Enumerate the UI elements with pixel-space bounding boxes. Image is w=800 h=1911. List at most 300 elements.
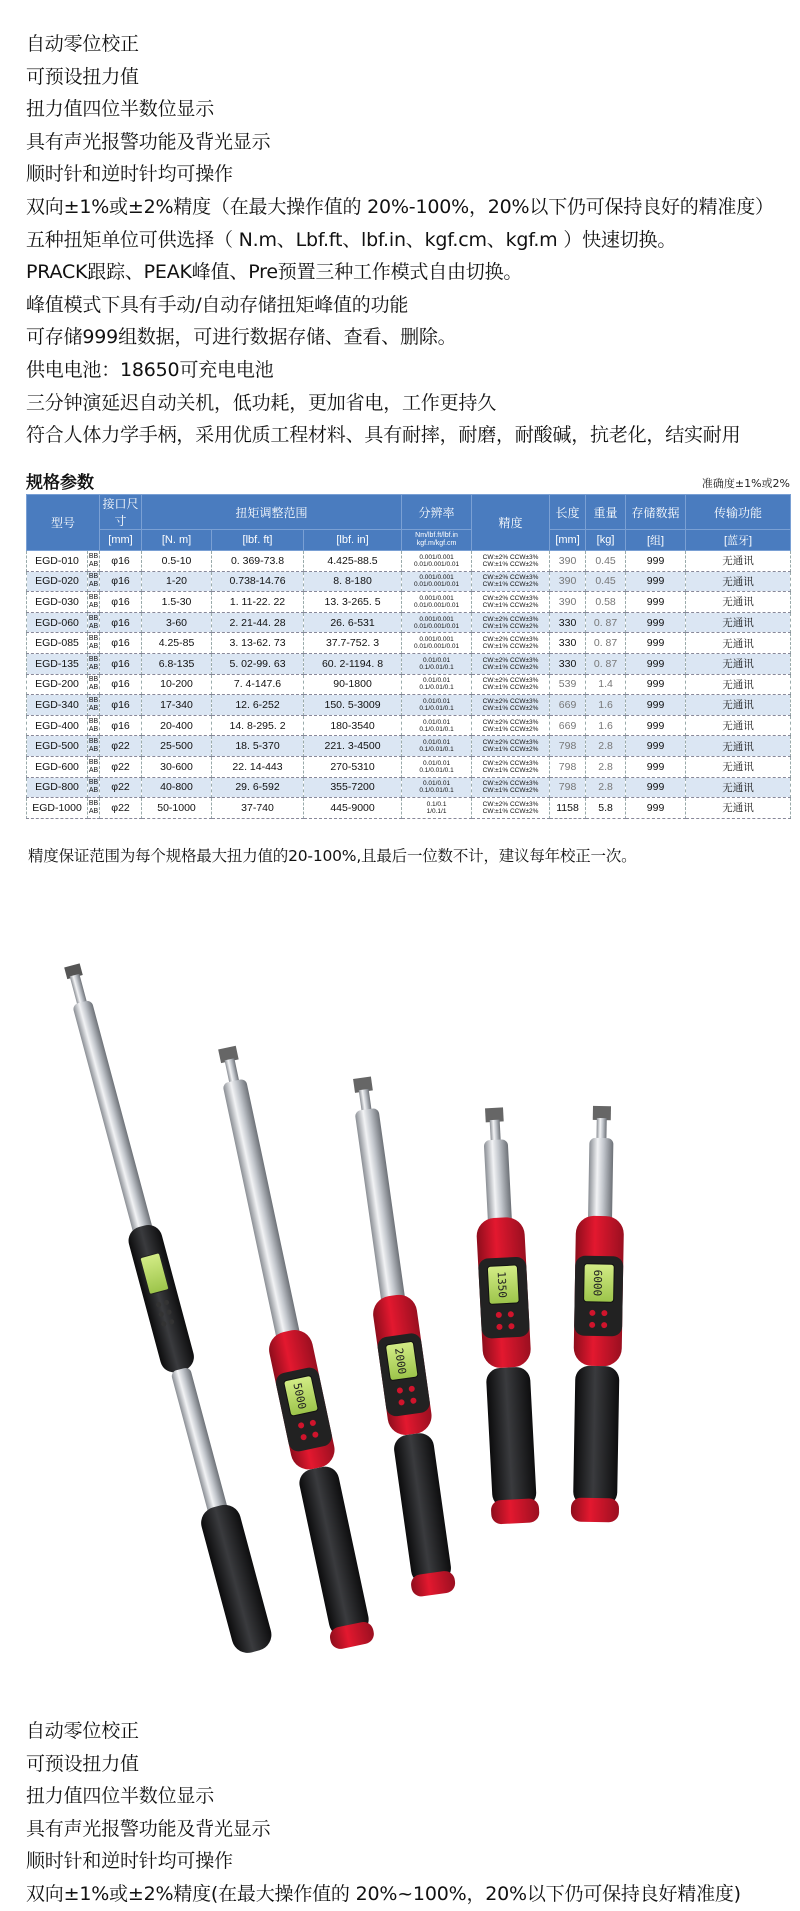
precision-cell-line: CW:±1% CCW±2% xyxy=(482,601,539,609)
precision-cell-line: CW:±2% CCW±3% xyxy=(482,636,539,644)
unit-length: [mm] xyxy=(550,530,586,551)
range-lbfin-cell: 26. 6-531 xyxy=(304,612,402,633)
resolution-cell-line: 0.1/0.01/0.1 xyxy=(419,746,454,754)
unit-transfer: [蓝牙] xyxy=(686,530,791,551)
feature-line: 符合人体力学手柄，采用优质工程材料、具有耐摔，耐磨，耐酸碱，抗老化，结实耐用 xyxy=(26,424,741,447)
resolution-cell-line: 0.01/0.01 xyxy=(422,780,451,788)
resolution-cell xyxy=(402,612,472,633)
bbab-cell xyxy=(88,592,100,613)
table-row xyxy=(27,736,791,757)
unit-nm: [N. m] xyxy=(142,530,212,551)
range-lbfft-cell: 7. 4-147.6 xyxy=(212,674,304,695)
bbab-cell xyxy=(88,798,100,819)
bbab-cell xyxy=(88,777,100,798)
table-row xyxy=(27,756,791,777)
bbab-cell-line: AB xyxy=(88,601,99,609)
storage-cell: 999 xyxy=(626,592,686,613)
bbab-cell-line: BB xyxy=(88,573,99,581)
feature-line: 扭力值四位半数位显示 xyxy=(26,98,215,121)
table-row xyxy=(27,798,791,819)
range-nm-cell: 10-200 xyxy=(142,674,212,695)
bbab-cell-line: BB xyxy=(88,676,99,684)
precision-cell xyxy=(472,756,550,777)
range-lbfin-cell: 150. 5-3009 xyxy=(304,695,402,716)
resolution-cell-line: 0.1/0.01/0.1 xyxy=(419,704,454,712)
weight-cell: 1.4 xyxy=(586,674,626,695)
table-row xyxy=(27,592,791,613)
precision-cell-line: CW:±2% CCW±3% xyxy=(482,718,539,726)
range-lbfft-cell: 22. 14-443 xyxy=(212,756,304,777)
torque-wrenches-illustration xyxy=(0,948,800,1668)
precision-cell-line: CW:±1% CCW±2% xyxy=(482,622,539,630)
wrench-black xyxy=(53,960,275,1656)
precision-cell xyxy=(472,736,550,757)
precision-cell-line: CW:±1% CCW±2% xyxy=(482,663,539,671)
drive-cell: φ16 xyxy=(100,674,142,695)
length-cell: 330 xyxy=(550,612,586,633)
resolution-cell-line: 0.1/0.01/0.1 xyxy=(419,725,454,733)
resolution-cell-line: 0.1/0.01/0.1 xyxy=(419,787,454,795)
range-lbfin-cell: 60. 2-1194. 8 xyxy=(304,653,402,674)
weight-cell: 1.6 xyxy=(586,695,626,716)
drive-cell: φ22 xyxy=(100,736,142,757)
resolution-cell xyxy=(402,551,472,572)
range-lbfft-cell: 29. 6-592 xyxy=(212,777,304,798)
resolution-cell-line: 0.001/0.001 xyxy=(419,594,454,602)
resolution-cell xyxy=(402,756,472,777)
bbab-cell-line: BB xyxy=(88,717,99,725)
range-lbfin-cell: 221. 3-4500 xyxy=(304,736,402,757)
bbab-cell-line: AB xyxy=(88,643,99,651)
storage-cell: 999 xyxy=(626,756,686,777)
precision-cell-line: CW:±2% CCW±3% xyxy=(482,677,539,685)
model-cell: EGD-030 xyxy=(27,592,88,613)
display-value-1: 5000 xyxy=(290,1381,309,1411)
bbab-cell-line: AB xyxy=(88,560,99,568)
bbab-cell xyxy=(88,551,100,572)
transfer-cell: 无通讯 xyxy=(686,695,791,716)
range-lbfft-cell: 37-740 xyxy=(212,798,304,819)
resolution-cell-line: 0.01/0.01 xyxy=(422,656,451,664)
precision-cell xyxy=(472,612,550,633)
model-cell: EGD-200 xyxy=(27,674,88,695)
display-value-2: 2000 xyxy=(392,1347,409,1376)
precision-cell-line: CW:±1% CCW±2% xyxy=(482,643,539,651)
drive-cell: φ16 xyxy=(100,633,142,654)
bbab-cell xyxy=(88,571,100,592)
resolution-cell xyxy=(402,695,472,716)
precision-cell-line: CW:±1% CCW±2% xyxy=(482,787,539,795)
model-cell: EGD-010 xyxy=(27,551,88,572)
model-cell: EGD-135 xyxy=(27,653,88,674)
model-cell: EGD-500 xyxy=(27,736,88,757)
range-lbfin-cell: 13. 3-265. 5 xyxy=(304,592,402,613)
length-cell: 390 xyxy=(550,551,586,572)
precision-cell-line: CW:±1% CCW±2% xyxy=(482,684,539,692)
bbab-cell xyxy=(88,756,100,777)
range-lbfft-cell: 0. 369-73.8 xyxy=(212,551,304,572)
range-lbfft-cell: 5. 02-99. 63 xyxy=(212,653,304,674)
length-cell: 330 xyxy=(550,633,586,654)
precision-cell-line: CW:±2% CCW±3% xyxy=(482,800,539,808)
length-cell: 1158 xyxy=(550,798,586,819)
bbab-cell-line: BB xyxy=(88,593,99,601)
range-lbfft-cell: 0.738-14.76 xyxy=(212,571,304,592)
transfer-cell: 无通讯 xyxy=(686,551,791,572)
table-row xyxy=(27,674,791,695)
bbab-cell xyxy=(88,695,100,716)
display-value-4: 6000 xyxy=(590,1269,605,1297)
feature-line: 可预设扭力值 xyxy=(26,1752,139,1775)
col-transfer: 传输功能 xyxy=(686,495,791,530)
col-weight: 重量 xyxy=(586,495,626,530)
bbab-cell-line: AB xyxy=(88,622,99,630)
precision-cell xyxy=(472,571,550,592)
resolution-cell-line: 0.1/0.01/0.1 xyxy=(419,684,454,692)
storage-cell: 999 xyxy=(626,798,686,819)
length-cell: 390 xyxy=(550,571,586,592)
storage-cell: 999 xyxy=(626,695,686,716)
precision-cell-line: CW:±2% CCW±3% xyxy=(482,759,539,767)
range-lbfft-cell: 12. 6-252 xyxy=(212,695,304,716)
bbab-cell-line: AB xyxy=(88,581,99,589)
precision-cell-line: CW:±2% CCW±3% xyxy=(482,553,539,561)
resolution-cell-line: 0.01/0.001/0.01 xyxy=(413,581,460,589)
transfer-cell: 无通讯 xyxy=(686,612,791,633)
bbab-cell xyxy=(88,715,100,736)
length-cell: 539 xyxy=(550,674,586,695)
range-nm-cell: 0.5-10 xyxy=(142,551,212,572)
weight-cell: 2.8 xyxy=(586,777,626,798)
bbab-cell-line: AB xyxy=(88,663,99,671)
resolution-cell-line: 0.1/0.01/0.1 xyxy=(419,663,454,671)
table-row xyxy=(27,715,791,736)
weight-cell: 0. 87 xyxy=(586,633,626,654)
range-nm-cell: 1-20 xyxy=(142,571,212,592)
bbab-cell xyxy=(88,653,100,674)
precision-cell xyxy=(472,633,550,654)
col-precision: 精度 xyxy=(472,495,550,551)
resolution-cell-line: 0.001/0.001 xyxy=(419,636,454,644)
bbab-cell xyxy=(88,633,100,654)
precision-cell-line: CW:±2% CCW±3% xyxy=(482,697,539,705)
feature-list-repeat xyxy=(26,1715,796,1911)
resolution-cell-line: 0.01/0.01 xyxy=(422,718,451,726)
resolution-cell xyxy=(402,777,472,798)
range-lbfin-cell: 270-5310 xyxy=(304,756,402,777)
storage-cell: 999 xyxy=(626,736,686,757)
model-cell: EGD-020 xyxy=(27,571,88,592)
precision-cell xyxy=(472,777,550,798)
transfer-cell: 无通讯 xyxy=(686,653,791,674)
spec-title: 规格参数 xyxy=(26,473,94,493)
feature-line: 可预设扭力值 xyxy=(26,65,139,88)
precision-cell xyxy=(472,551,550,572)
range-lbfft-cell: 3. 13-62. 73 xyxy=(212,633,304,654)
range-nm-cell: 40-800 xyxy=(142,777,212,798)
bbab-cell-line: AB xyxy=(88,766,99,774)
storage-cell: 999 xyxy=(626,777,686,798)
resolution-cell xyxy=(402,633,472,654)
model-cell: EGD-1000 xyxy=(27,798,88,819)
feature-line: 三分钟演延迟自动关机，低功耗，更加省电，工作更持久 xyxy=(26,391,497,414)
resolution-cell-line: 0.1/0.1 xyxy=(426,800,447,808)
range-lbfft-cell: 18. 5-370 xyxy=(212,736,304,757)
bbab-cell-line: BB xyxy=(88,799,99,807)
transfer-cell: 无通讯 xyxy=(686,715,791,736)
transfer-cell: 无通讯 xyxy=(686,777,791,798)
model-cell: EGD-340 xyxy=(27,695,88,716)
bbab-cell-line: BB xyxy=(88,758,99,766)
storage-cell: 999 xyxy=(626,674,686,695)
resolution-cell xyxy=(402,715,472,736)
storage-cell: 999 xyxy=(626,571,686,592)
resolution-cell-line: 0.01/0.001/0.01 xyxy=(413,560,460,568)
precision-cell xyxy=(472,695,550,716)
range-nm-cell: 25-500 xyxy=(142,736,212,757)
table-row xyxy=(27,653,791,674)
resolution-cell-line: 0.01/0.01 xyxy=(422,739,451,747)
model-cell: EGD-060 xyxy=(27,612,88,633)
bbab-cell xyxy=(88,612,100,633)
length-cell: 798 xyxy=(550,756,586,777)
length-cell: 798 xyxy=(550,736,586,757)
drive-cell: φ16 xyxy=(100,571,142,592)
bbab-cell-line: BB xyxy=(88,552,99,560)
bbab-cell xyxy=(88,736,100,757)
drive-cell: φ16 xyxy=(100,653,142,674)
range-nm-cell: 50-1000 xyxy=(142,798,212,819)
model-cell: EGD-400 xyxy=(27,715,88,736)
product-photo xyxy=(0,948,800,1668)
model-cell: EGD-800 xyxy=(27,777,88,798)
bbab-cell-line: AB xyxy=(88,704,99,712)
col-model: 型号 xyxy=(27,495,100,551)
transfer-cell: 无通讯 xyxy=(686,633,791,654)
weight-cell: 0.45 xyxy=(586,551,626,572)
resolution-cell-line: 1/0.1/1 xyxy=(426,807,447,815)
feature-line: 顺时针和逆时针均可操作 xyxy=(26,1850,233,1873)
feature-line: PRACK跟踪、PEAK峰值、Pre预置三种工作模式自由切换。 xyxy=(26,261,523,284)
storage-cell: 999 xyxy=(626,551,686,572)
table-row xyxy=(27,612,791,633)
resolution-cell xyxy=(402,592,472,613)
precision-cell xyxy=(472,798,550,819)
table-row xyxy=(27,571,791,592)
drive-cell: φ16 xyxy=(100,551,142,572)
feature-line: 具有声光报警功能及背光显示 xyxy=(26,130,271,153)
precision-cell xyxy=(472,674,550,695)
storage-cell: 999 xyxy=(626,633,686,654)
resolution-cell xyxy=(402,571,472,592)
transfer-cell: 无通讯 xyxy=(686,736,791,757)
drive-cell: φ22 xyxy=(100,777,142,798)
range-lbfin-cell: 355-7200 xyxy=(304,777,402,798)
bbab-cell-line: BB xyxy=(88,696,99,704)
precision-cell-line: CW:±2% CCW±3% xyxy=(482,574,539,582)
transfer-cell: 无通讯 xyxy=(686,798,791,819)
bbab-cell-line: AB xyxy=(88,807,99,815)
weight-cell: 0.58 xyxy=(586,592,626,613)
weight-cell: 0. 87 xyxy=(586,612,626,633)
length-cell: 330 xyxy=(550,653,586,674)
precision-cell-line: CW:±2% CCW±3% xyxy=(482,780,539,788)
resolution-cell-line: 0.001/0.001 xyxy=(419,553,454,561)
resolution-cell-line: 0.001/0.001 xyxy=(419,574,454,582)
resolution-cell-line: 0.01/0.01 xyxy=(422,759,451,767)
resolution-cell-line: 0.01/0.001/0.01 xyxy=(413,601,460,609)
feature-line: 双向±1%或±2%精度(在最大操作值的 20%~100%，20%以下仍可保持良好精准度) xyxy=(26,1882,741,1905)
col-drive: 接口尺寸 xyxy=(100,495,142,530)
table-row xyxy=(27,777,791,798)
col-length: 长度 xyxy=(550,495,586,530)
transfer-cell: 无通讯 xyxy=(686,756,791,777)
resolution-cell-line: 0.01/0.001/0.01 xyxy=(413,643,460,651)
range-lbfft-cell: 2. 21-44. 28 xyxy=(212,612,304,633)
unit-lbfft: [lbf. ft] xyxy=(212,530,304,551)
feature-line: 自动零位校正 xyxy=(26,33,139,55)
drive-cell: φ16 xyxy=(100,592,142,613)
precision-cell-line: CW:±1% CCW±2% xyxy=(482,560,539,568)
length-cell: 669 xyxy=(550,715,586,736)
wrench-red-3 xyxy=(470,1107,540,1525)
feature-line: 顺时针和逆时针均可操作 xyxy=(26,163,233,186)
display-value-3: 1350 xyxy=(494,1271,509,1299)
unit-resolution: Nm/lbf.ft/lbf.in kgf.m/kgf.cm xyxy=(402,530,472,551)
table-row xyxy=(27,695,791,716)
weight-cell: 2.8 xyxy=(586,756,626,777)
range-lbfin-cell: 8. 8-180 xyxy=(304,571,402,592)
transfer-cell: 无通讯 xyxy=(686,571,791,592)
resolution-cell xyxy=(402,736,472,757)
precision-cell xyxy=(472,715,550,736)
precision-cell xyxy=(472,653,550,674)
precision-cell-line: CW:±2% CCW±3% xyxy=(482,656,539,664)
accuracy-label: 准确度±1%或2% xyxy=(701,477,790,490)
range-nm-cell: 3-60 xyxy=(142,612,212,633)
length-cell: 798 xyxy=(550,777,586,798)
feature-line: 供电电池：18650可充电电池 xyxy=(26,358,274,381)
wrench-red-2 xyxy=(340,1075,456,1598)
feature-line: 具有声光报警功能及背光显示 xyxy=(26,1817,271,1840)
drive-cell: φ16 xyxy=(100,715,142,736)
unit-drive: [mm] xyxy=(100,530,142,551)
resolution-cell xyxy=(402,653,472,674)
weight-cell: 0. 87 xyxy=(586,653,626,674)
bbab-cell-line: AB xyxy=(88,787,99,795)
drive-cell: φ22 xyxy=(100,756,142,777)
storage-cell: 999 xyxy=(626,653,686,674)
precision-cell-line: CW:±2% CCW±3% xyxy=(482,615,539,623)
bbab-cell-line: BB xyxy=(88,738,99,746)
range-lbfin-cell: 90-1800 xyxy=(304,674,402,695)
bbab-cell-line: AB xyxy=(88,684,99,692)
spec-header xyxy=(26,466,790,492)
bbab-cell-line: BB xyxy=(88,614,99,622)
feature-line: 自动零位校正 xyxy=(26,1720,139,1742)
bbab-cell-line: AB xyxy=(88,746,99,754)
range-lbfin-cell: 37.7-752. 3 xyxy=(304,633,402,654)
bbab-cell-line: AB xyxy=(88,725,99,733)
precision-cell xyxy=(472,592,550,613)
resolution-cell-line: 0.01/0.01 xyxy=(422,697,451,705)
resolution-cell-line: 0.01/0.001/0.01 xyxy=(413,622,460,630)
length-cell: 390 xyxy=(550,592,586,613)
unit-weight: [kg] xyxy=(586,530,626,551)
precision-cell-line: CW:±1% CCW±2% xyxy=(482,581,539,589)
col-resolution: 分辨率 xyxy=(402,495,472,530)
table-row xyxy=(27,633,791,654)
precision-cell-line: CW:±1% CCW±2% xyxy=(482,807,539,815)
feature-line: 峰值模式下具有手动/自动存储扭矩峰值的功能 xyxy=(26,293,409,316)
precision-cell-line: CW:±1% CCW±2% xyxy=(482,704,539,712)
range-nm-cell: 1.5-30 xyxy=(142,592,212,613)
unit-storage: [组] xyxy=(626,530,686,551)
drive-cell: φ16 xyxy=(100,695,142,716)
spec-table xyxy=(26,494,791,819)
resolution-cell xyxy=(402,674,472,695)
weight-cell: 2.8 xyxy=(586,736,626,757)
storage-cell: 999 xyxy=(626,612,686,633)
bbab-cell xyxy=(88,674,100,695)
resolution-cell-line: 0.01/0.01 xyxy=(422,677,451,685)
range-nm-cell: 6.8-135 xyxy=(142,653,212,674)
range-nm-cell: 4.25-85 xyxy=(142,633,212,654)
feature-line: 扭力值四位半数位显示 xyxy=(26,1785,215,1808)
resolution-cell xyxy=(402,798,472,819)
feature-line: 五种扭矩单位可供选择（ N.m、Lbf.ft、lbf.in、kgf.cm、kgf.m ）快速切换。 xyxy=(26,228,677,251)
model-cell: EGD-600 xyxy=(27,756,88,777)
precision-cell-line: CW:±1% CCW±2% xyxy=(482,766,539,774)
length-cell: 669 xyxy=(550,695,586,716)
range-nm-cell: 30-600 xyxy=(142,756,212,777)
range-lbfin-cell: 445-9000 xyxy=(304,798,402,819)
range-nm-cell: 20-400 xyxy=(142,715,212,736)
feature-line: 可存储999组数据，可进行数据存储、查看、删除。 xyxy=(26,326,457,349)
col-range: 扭矩调整范围 xyxy=(142,495,402,530)
transfer-cell: 无通讯 xyxy=(686,592,791,613)
range-lbfft-cell: 1. 11-22. 22 xyxy=(212,592,304,613)
feature-list xyxy=(26,28,796,452)
storage-cell: 999 xyxy=(626,715,686,736)
feature-line: 双向±1%或±2%精度（在最大操作值的 20%-100%，20%以下仍可保持良好的精准度） xyxy=(26,195,774,218)
unit-lbfin: [lbf. in] xyxy=(304,530,402,551)
drive-cell: φ16 xyxy=(100,612,142,633)
resolution-cell-line: 0.001/0.001 xyxy=(419,615,454,623)
range-lbfft-cell: 14. 8-295. 2 xyxy=(212,715,304,736)
precision-cell-line: CW:±2% CCW±3% xyxy=(482,739,539,747)
table-row xyxy=(27,551,791,572)
accuracy-note: 精度保证范围为每个规格最大扭力值的20-100%,且最后一位数不计，建议每年校正一次。 xyxy=(28,847,637,865)
wrench-red-4 xyxy=(571,1106,626,1523)
weight-cell: 5.8 xyxy=(586,798,626,819)
model-cell: EGD-085 xyxy=(27,633,88,654)
drive-cell: φ22 xyxy=(100,798,142,819)
range-lbfin-cell: 180-3540 xyxy=(304,715,402,736)
range-lbfin-cell: 4.425-88.5 xyxy=(304,551,402,572)
range-nm-cell: 17-340 xyxy=(142,695,212,716)
bbab-cell-line: BB xyxy=(88,635,99,643)
weight-cell: 1.6 xyxy=(586,715,626,736)
bbab-cell-line: BB xyxy=(88,779,99,787)
weight-cell: 0.45 xyxy=(586,571,626,592)
transfer-cell: 无通讯 xyxy=(686,674,791,695)
bbab-cell-line: BB xyxy=(88,655,99,663)
precision-cell-line: CW:±1% CCW±2% xyxy=(482,746,539,754)
precision-cell-line: CW:±2% CCW±3% xyxy=(482,594,539,602)
precision-cell-line: CW:±1% CCW±2% xyxy=(482,725,539,733)
resolution-cell-line: 0.1/0.01/0.1 xyxy=(419,766,454,774)
